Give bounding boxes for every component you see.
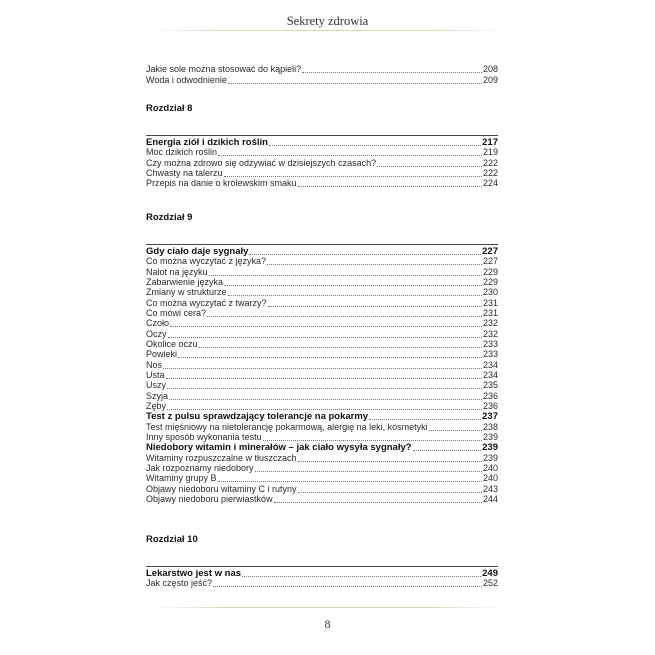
- chapter-heading: Rozdział 10: [146, 534, 198, 545]
- toc-entry-title: Moc dzikich roślin: [146, 147, 218, 158]
- chapter-underline: [146, 566, 498, 567]
- dot-leader: [249, 254, 481, 255]
- dot-leader: [228, 83, 482, 84]
- toc-entry-page: 244: [482, 493, 498, 504]
- toc-entry-page: 234: [482, 369, 498, 380]
- toc-entry-title: Zęby: [146, 400, 167, 411]
- toc-entry-title: Jak często jeść?: [146, 578, 213, 589]
- dot-leader: [255, 471, 482, 472]
- dot-leader: [269, 145, 481, 146]
- toc-entry-page: 217: [482, 137, 498, 148]
- toc-entry-title: Zabarwienie języka: [146, 276, 224, 287]
- footer-rule: [150, 607, 505, 608]
- toc-entry-page: 238: [482, 421, 498, 432]
- toc-entry-title: Szyja: [146, 390, 169, 401]
- toc-entry-title: Test mięśniowy na nietolerancję pokarmową, alergię na leki, kosmetyki: [146, 421, 428, 432]
- toc-entry-page: 240: [482, 473, 498, 484]
- toc-entry-title: Lekarstwo jest w nas: [146, 568, 242, 579]
- toc-entry-page: 239: [482, 452, 498, 463]
- toc-entry-title: Objawy niedoboru pierwiastków: [146, 493, 273, 504]
- dot-leader: [167, 388, 482, 389]
- toc-entry: [146, 578, 498, 589]
- dot-leader: [213, 586, 482, 587]
- toc-entry: [146, 178, 498, 189]
- dot-leader: [169, 399, 482, 400]
- toc-entry-page: 227: [482, 256, 498, 267]
- toc-entry-page: 229: [482, 266, 498, 277]
- toc-entry-page: 235: [482, 380, 498, 391]
- dot-leader: [199, 347, 482, 348]
- dot-leader: [218, 481, 482, 482]
- toc-entry-title: Co można wyczytać z twarzy?: [146, 297, 267, 308]
- dot-leader: [168, 337, 482, 338]
- toc-entry-title: Co można wyczytać z języka?: [146, 256, 267, 267]
- toc-entry: [146, 64, 498, 75]
- page-number: 8: [324, 617, 331, 631]
- toc-entry-title: Niedobory witamin i minerałów – jak ciało wysyła sygnały?: [146, 442, 412, 454]
- toc-entry-page: 243: [482, 483, 498, 494]
- toc-entry-page: 219: [482, 147, 498, 158]
- toc-entry-title: Zmiany w strukturze: [146, 287, 227, 298]
- toc-entry-page: 231: [482, 297, 498, 308]
- toc-entry-page: 229: [482, 276, 498, 287]
- toc-entry-page: 224: [482, 178, 498, 189]
- toc-entry-title: Usta: [146, 369, 165, 380]
- dot-leader: [298, 492, 482, 493]
- toc-entry-page: 249: [482, 568, 498, 579]
- toc-entry-title: Okolice oczu: [146, 338, 198, 349]
- toc-entry-title: Przepis na danie o królewskim smaku: [146, 178, 297, 189]
- toc-entry: [146, 75, 498, 86]
- dot-leader: [207, 316, 482, 317]
- chapter-heading: Rozdział 9: [146, 212, 193, 223]
- dot-leader: [218, 155, 482, 156]
- chapter-underline: [146, 244, 498, 245]
- toc-entry-page: 222: [482, 157, 498, 168]
- dot-leader: [413, 450, 482, 451]
- dot-leader: [298, 186, 482, 187]
- dot-leader: [224, 176, 482, 177]
- dot-leader: [429, 430, 482, 431]
- toc-entry-title: Gdy ciało daje sygnały: [146, 246, 249, 257]
- toc-entry-page: 239: [482, 442, 498, 454]
- toc-entry-page: 230: [482, 287, 498, 298]
- dot-leader: [163, 368, 482, 369]
- toc-entry-title: Powieki: [146, 349, 178, 360]
- running-header: Sekrety zdrowia: [286, 14, 369, 28]
- toc-section-entry: [146, 411, 498, 422]
- chapter-heading: Rozdział 8: [146, 103, 193, 114]
- dot-leader: [209, 275, 482, 276]
- dot-leader: [302, 72, 482, 73]
- toc-entry-page: 208: [482, 64, 498, 74]
- toc-entry-title: Nos: [146, 359, 163, 370]
- toc-entry-title: Energia ziół i dzikich roślin: [146, 137, 268, 148]
- dot-leader: [274, 502, 482, 503]
- toc-entry-title: Chwasty na talerzu: [146, 167, 223, 178]
- toc-entry-title: Uszy: [146, 380, 166, 391]
- toc-entry-page: 236: [482, 390, 498, 401]
- toc-entry-page: 227: [482, 246, 498, 257]
- toc-entry-title: Nalot na języku: [146, 266, 208, 277]
- dot-leader: [263, 440, 482, 441]
- toc-entry-title: Witaminy grupy B: [146, 473, 217, 484]
- toc-entry-title: Czy można zdrowo się odżywiać w dzisiejszych czasach?: [146, 157, 377, 168]
- dot-leader: [178, 357, 482, 358]
- dot-leader: [167, 409, 482, 410]
- dot-leader: [267, 264, 482, 265]
- dot-leader: [298, 461, 482, 462]
- toc-entry: [146, 329, 498, 340]
- dot-leader: [242, 576, 481, 577]
- toc-entry-page: 233: [482, 349, 498, 360]
- toc-entry-title: Jakie sole można stosować do kąpieli?: [146, 64, 302, 74]
- toc-entry-title: Witaminy rozpuszczalne w tłuszczach: [146, 452, 297, 463]
- header-rule: [150, 30, 505, 31]
- toc-entry-page: 209: [482, 75, 498, 85]
- toc-entry-page: 237: [482, 411, 498, 423]
- toc-entry-page: 252: [482, 578, 498, 589]
- dot-leader: [170, 326, 482, 327]
- toc-entry-title: Inny sposób wykonania testu: [146, 431, 262, 442]
- toc-entry-page: 234: [482, 359, 498, 370]
- toc-entry-title: Co mówi cera?: [146, 307, 207, 318]
- dot-leader: [166, 378, 482, 379]
- toc-entry-title: Czoło: [146, 318, 170, 329]
- toc-entry-title: Objawy niedoboru witaminy C i rutyny: [146, 483, 297, 494]
- toc-entry-page: 232: [482, 328, 498, 339]
- dot-leader: [224, 285, 482, 286]
- toc-entry-title: Test z pulsu sprawdzający tolerancje na pokarmy: [146, 411, 369, 423]
- toc-entry-title: Jak rozpoznamy niedobory: [146, 462, 254, 473]
- dot-leader: [377, 166, 482, 167]
- dot-leader: [228, 295, 482, 296]
- toc-entry-page: 239: [482, 431, 498, 442]
- toc-entry-page: 232: [482, 318, 498, 329]
- toc-entry-page: 231: [482, 307, 498, 318]
- toc-entry: [146, 494, 498, 505]
- toc-entry-page: 236: [482, 400, 498, 411]
- chapter-underline: [146, 135, 498, 136]
- toc-entry-page: 240: [482, 462, 498, 473]
- toc-entry-page: 222: [482, 167, 498, 178]
- toc-entry-title: Oczy: [146, 328, 167, 339]
- dot-leader: [268, 306, 482, 307]
- toc-entry-title: Woda i odwodnienie: [146, 75, 227, 85]
- dot-leader: [369, 419, 481, 420]
- toc-entry-page: 233: [482, 338, 498, 349]
